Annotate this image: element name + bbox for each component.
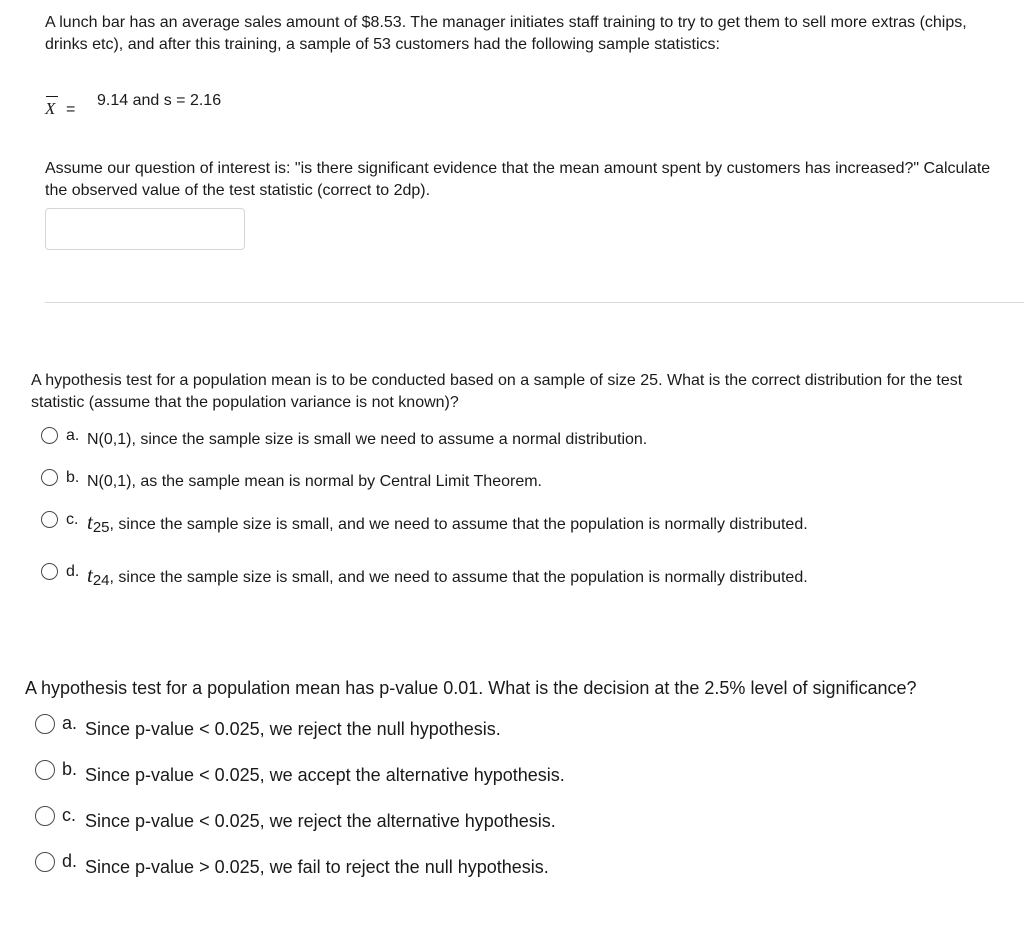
sample-statistics: 9.14 and s = 2.16 (97, 92, 222, 109)
option-text: Since p-value < 0.025, we reject the null hypothesis. (85, 719, 501, 739)
option-text: Since p-value > 0.025, we fail to reject the null hypothesis. (85, 857, 549, 877)
option-text: N(0,1), since the sample size is small we need to assume a normal distribution. (87, 431, 648, 448)
option-letter: d. (66, 563, 80, 580)
option-letter: c. (66, 511, 79, 528)
option-letter: d. (62, 851, 78, 871)
option-text: Since p-value < 0.025, we accept the alternative hypothesis. (85, 765, 565, 785)
radio-button[interactable] (35, 714, 55, 734)
equals-sign: = (66, 101, 76, 118)
xbar-symbol (45, 96, 55, 119)
radio-button[interactable] (35, 852, 55, 872)
radio-button[interactable] (41, 563, 58, 580)
radio-button[interactable] (41, 427, 58, 444)
option-text: , since the sample size is small, and we need to assume that the population is normally distributed. (109, 516, 808, 533)
option-letter: a. (66, 427, 80, 444)
t-distribution-symbol: t (87, 510, 93, 534)
question2-text: A hypothesis test for a population mean is to be conducted based on a sample of size 25. What is the correct distribution for the test statistic (assume that the population variance is not known)? (31, 372, 963, 411)
option-letter: b. (62, 759, 78, 779)
overline (46, 96, 58, 97)
option-text: , since the sample size is small, and we need to assume that the population is normally distributed. (109, 569, 808, 586)
degrees-of-freedom: 25 (92, 519, 110, 536)
answer-input[interactable] (45, 208, 245, 250)
question1-prompt: Assume our question of interest is: "is there significant evidence that the mean amount spent by customers has increased?" Calculate the observed value of the test statistic (correct to 2dp). (45, 160, 991, 199)
question3-text: A hypothesis test for a population mean has p-value 0.01. What is the decision at the 2.5% level of significance? (25, 678, 917, 698)
option-letter: b. (66, 469, 80, 486)
t-distribution-symbol: t (87, 563, 93, 587)
divider (45, 302, 1024, 303)
option-letter: c. (62, 805, 77, 825)
question1-intro: A lunch bar has an average sales amount of $8.53. The manager initiates staff training to try to get them to sell more extras (chips, drinks etc), and after this training, a sample of 53 customers had the following sample statistics: (45, 14, 967, 53)
option-content (87, 510, 808, 535)
degrees-of-freedom: 24 (92, 572, 110, 589)
xbar-letter: X (45, 99, 56, 118)
radio-button[interactable] (35, 806, 55, 826)
option-text: N(0,1), as the sample mean is normal by Central Limit Theorem. (87, 473, 542, 490)
option-content (87, 563, 808, 588)
radio-button[interactable] (35, 760, 55, 780)
option-text: Since p-value < 0.025, we reject the alternative hypothesis. (85, 811, 556, 831)
radio-button[interactable] (41, 511, 58, 528)
option-letter: a. (62, 713, 78, 733)
radio-button[interactable] (41, 469, 58, 486)
